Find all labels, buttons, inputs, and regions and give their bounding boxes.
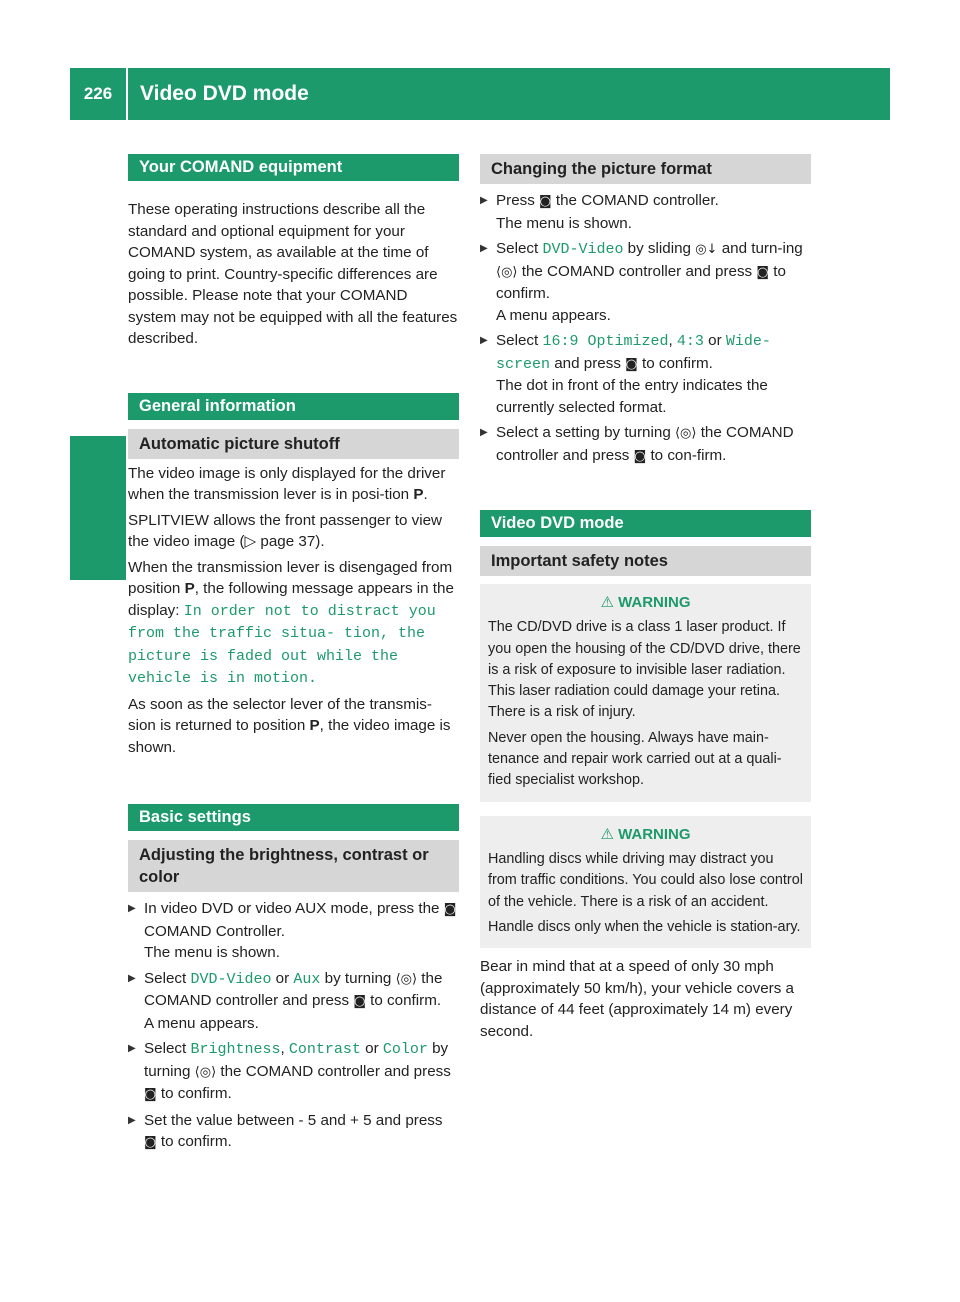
step-format-4: ▶ Select a setting by turning ⟨◎⟩ the COMAND controller and press ◙ to con-firm. [480, 422, 811, 467]
press-controller-icon: ◙ [144, 1135, 157, 1150]
turn-controller-icon: ⟨◎⟩ [496, 264, 518, 280]
subheading-shutoff: Automatic picture shutoff [128, 429, 459, 459]
turn-controller-icon: ⟨◎⟩ [674, 426, 697, 441]
equipment-text: These operating instructions describe all the standard and optional equipment for your COMAND system, as available at the time of going to print. Country-specific differences are possible. Please note that your COMAND system may not be equipped with all the features described. [128, 201, 458, 347]
speed-note: Bear in mind that at a speed of only 30 mph (approximately 50 km/h), your vehicle covers a distance of 44 feet (approximately 14 m) every second. [480, 958, 794, 1040]
press-controller-icon: ◙ [144, 1087, 157, 1102]
press-controller-icon: ◙ [539, 194, 552, 209]
turn-controller-icon: ⟨◎⟩ [395, 971, 418, 987]
turn-controller-icon: ⟨◎⟩ [194, 1064, 217, 1080]
warning-title: ⚠ WARNING [600, 594, 691, 611]
shutoff-paragraph-4: As soon as the selector lever of the transmis-sion is returned to position P, the video image is shown. [128, 695, 451, 756]
step-adjust-2: ▶ Select DVD-Video or Aux by turning ⟨◎⟩ the COMAND controller and press ◙ to confirm. A menu appears. [128, 968, 459, 1035]
shutoff-paragraph-1: The video image is only displayed for the driver when the transmission lever is in posi-tion P. [128, 464, 446, 503]
warning-icon: ⚠ [600, 594, 614, 611]
warning-text: Handle discs only when the vehicle is station-ary. [488, 918, 801, 935]
display-message: In order not to distract you from the traffic situa‐ tion, the picture is faded out while the vehicle is in motion. [128, 602, 436, 687]
warning-text: The CD/DVD drive is a class 1 laser product. If you open the housing of the CD/DVD drive, there is a risk of exposure to invisible laser radiation. This laser radiation could damage your retina. There is a risk of injury. [488, 619, 801, 721]
section-heading-general: General information [128, 393, 459, 420]
slide-controller-icon: ◎↓ [695, 242, 718, 257]
warning-icon: ⚠ [600, 825, 614, 843]
shutoff-paragraph-2: SPLITVIEW allows the front passenger to view the video image (▷ page 37). [128, 511, 443, 550]
warning-box-laser [480, 584, 811, 802]
step-format-2: ▶ Select DVD-Video by sliding ◎↓ and turn-ing ⟨◎⟩ the COMAND controller and press ◙ to confirm. A menu appears. [480, 238, 811, 326]
left-column [128, 154, 459, 1154]
section-heading-basic: Basic settings [128, 804, 459, 831]
right-column [480, 154, 811, 1042]
press-controller-icon: ◙ [633, 448, 647, 464]
step-format-3: ▶ Select 16:9 Optimized, 4:3 or Wide‐ screen and press ◙ to confirm. The dot in front of the entry indicates the currently selected format. [480, 330, 811, 418]
section-heading-equipment: Your COMAND equipment [128, 154, 459, 181]
header-separator [126, 68, 128, 120]
press-controller-icon: ◙ [443, 902, 457, 917]
step-adjust-4: ▶ Set the value between - 5 and + 5 and press ◙ to confirm. [128, 1110, 459, 1154]
step-format-1: ▶ Press ◙ the COMAND controller. The menu is shown. [480, 190, 811, 234]
press-controller-icon: ◙ [353, 994, 366, 1009]
side-tab-label: Video [83, 461, 110, 525]
warning-text: Never open the housing. Always have main-tenance and repair work carried out at a quali-fied specialist workshop. [488, 729, 782, 789]
page-title: Video DVD mode [140, 82, 309, 105]
press-controller-icon: ◙ [756, 264, 769, 280]
subheading-safety: Important safety notes [480, 546, 811, 576]
step-adjust-1: ▶ In video DVD or video AUX mode, press the ◙ COMAND Controller. The menu is shown. [128, 898, 459, 964]
section-heading-dvd: Video DVD mode [480, 510, 811, 537]
press-controller-icon: ◙ [625, 356, 638, 372]
step-adjust-3: ▶ Select Brightness, Contrast or Color by turning ⟨◎⟩ the COMAND controller and press ◙ to confirm. [128, 1038, 459, 1106]
page-number: 226 [83, 84, 113, 103]
subheading-adjust: Adjusting the brightness, contrast or color [128, 840, 459, 892]
shutoff-paragraph-3: When the transmission lever is disengaged from position P, the following message appears in the display: In order not to distract you from the traffic situa‐ tion, the picture is faded out while the vehicle is in motion. [128, 558, 454, 687]
subheading-format: Changing the picture format [480, 154, 811, 184]
warning-box-discs [480, 816, 811, 948]
warning-title: ⚠ WARNING [600, 825, 691, 843]
warning-text: Handling discs while driving may distract you from traffic conditions. You could also lose control of the vehicle. There is a risk of an accident. [488, 850, 803, 910]
